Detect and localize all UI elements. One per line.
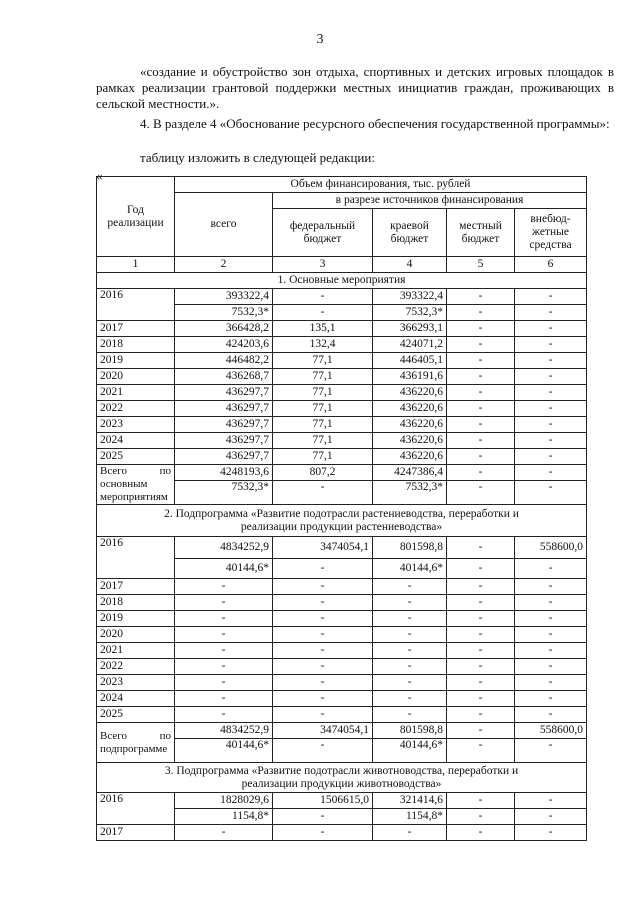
column-number: 3 [273,257,373,273]
table-row [97,537,587,559]
local-cell: - [447,659,515,675]
offbudget-cell: - [515,611,587,627]
table-row [97,433,587,449]
total-cell: - [175,659,273,675]
year-cell: 2019 [97,353,175,369]
local-cell: - [447,353,515,369]
offbudget-cell: 558600,0 [515,537,587,559]
federal-cell: 77,1 [273,369,373,385]
year-cell: 2019 [97,611,175,627]
total-cell: 4834252,9 [175,537,273,559]
federal-cell: - [273,825,373,841]
offbudget-cell: - [515,465,587,481]
regional-cell: - [373,627,447,643]
regional-cell: 436220,6 [373,433,447,449]
table-row [97,417,587,433]
local-cell: - [447,707,515,723]
federal-cell: 77,1 [273,401,373,417]
offbudget-cell: - [515,659,587,675]
federal-cell: 132,4 [273,337,373,353]
table-row [97,579,587,595]
table-column-numbers [97,257,587,273]
local-cell: - [447,643,515,659]
regional-cell: 436220,6 [373,385,447,401]
offbudget-cell: - [515,595,587,611]
header-volume: Объем финансирования, тыс. рублей [175,177,587,193]
local-cell: - [447,449,515,465]
total-cell: 40144,6* [175,559,273,579]
total-cell: 1828029,6 [175,793,273,809]
table-row [97,369,587,385]
total-cell: 4834252,9 [175,723,273,739]
year-cell: 2018 [97,595,175,611]
paragraph-instruction: таблицу изложить в следующей редакции: [140,150,375,165]
total-cell: 7532,3* [175,481,273,505]
total-cell: 436297,7 [175,385,273,401]
regional-cell: 436220,6 [373,401,447,417]
year-cell: 2020 [97,627,175,643]
local-cell: - [447,579,515,595]
local-cell: - [447,337,515,353]
regional-cell: 366293,1 [373,321,447,337]
offbudget-cell: - [515,449,587,465]
federal-cell: - [273,289,373,305]
total-cell: 40144,6* [175,739,273,763]
page-number: 3 [316,32,324,47]
local-cell: - [447,691,515,707]
table-row [97,449,587,465]
offbudget-cell: - [515,433,587,449]
table-row [97,337,587,353]
year-cell: 2017 [97,825,175,841]
table-row [97,675,587,691]
federal-cell: 135,1 [273,321,373,337]
year-cell: 2022 [97,401,175,417]
regional-cell: - [373,595,447,611]
local-cell: - [447,825,515,841]
regional-cell: - [373,825,447,841]
regional-cell: 321414,6 [373,793,447,809]
offbudget-cell: - [515,809,587,825]
local-cell: - [447,537,515,559]
year-cell: 2016 [97,289,175,321]
total-cell: 7532,3* [175,305,273,321]
local-cell: - [447,809,515,825]
table-row [97,353,587,369]
local-cell: - [447,465,515,481]
local-cell: - [447,481,515,505]
financing-table [96,176,587,841]
federal-cell: - [273,675,373,691]
table-row [97,595,587,611]
local-cell: - [447,417,515,433]
local-cell: - [447,385,515,401]
regional-cell: 436220,6 [373,417,447,433]
federal-cell: - [273,643,373,659]
regional-cell: 801598,8 [373,537,447,559]
federal-cell: - [273,627,373,643]
regional-cell: 424071,2 [373,337,447,353]
header-federal: федеральный бюджет [273,209,373,257]
local-cell: - [447,595,515,611]
regional-cell: 4247386,4 [373,465,447,481]
offbudget-cell: - [515,321,587,337]
total-cell: 424203,6 [175,337,273,353]
federal-cell: 3474054,1 [273,723,373,739]
local-cell: - [447,401,515,417]
table-row [97,627,587,643]
offbudget-cell: - [515,353,587,369]
total-cell: - [175,579,273,595]
local-cell: - [447,739,515,763]
federal-cell: 77,1 [273,417,373,433]
section-title-row [97,505,587,537]
section-title: 1. Основные мероприятия [97,273,587,289]
regional-cell: 436191,6 [373,369,447,385]
table-row [97,793,587,809]
offbudget-cell: - [515,825,587,841]
local-cell: - [447,559,515,579]
regional-cell: 446405,1 [373,353,447,369]
table-row [97,643,587,659]
offbudget-cell: 558600,0 [515,723,587,739]
total-cell: - [175,707,273,723]
federal-cell: - [273,579,373,595]
federal-cell: 77,1 [273,449,373,465]
total-cell: 4248193,6 [175,465,273,481]
table-row [97,659,587,675]
total-cell: - [175,627,273,643]
table-row [97,825,587,841]
offbudget-cell: - [515,559,587,579]
total-cell: 436297,7 [175,401,273,417]
section-title-row [97,763,587,793]
year-cell: 2023 [97,675,175,691]
regional-cell: 436220,6 [373,449,447,465]
section-title: 2. Подпрограмма «Развитие подотрасли растениеводства, переработки и реализации продукции растениеводства» [97,505,587,537]
column-number: 4 [373,257,447,273]
total-cell: - [175,595,273,611]
federal-cell: 77,1 [273,385,373,401]
header-offbudget: внебюд-жетные средства [515,209,587,257]
regional-cell: 7532,3* [373,305,447,321]
year-cell: 2016 [97,537,175,579]
offbudget-cell: - [515,401,587,417]
year-cell: 2020 [97,369,175,385]
offbudget-cell: - [515,337,587,353]
offbudget-cell: - [515,481,587,505]
regional-cell: 7532,3* [373,481,447,505]
column-number: 1 [97,257,175,273]
total-label: Всего по основным мероприятиям [97,465,175,505]
year-cell: 2017 [97,579,175,595]
offbudget-cell: - [515,707,587,723]
offbudget-cell: - [515,643,587,659]
federal-cell: - [273,305,373,321]
regional-cell: - [373,691,447,707]
table-row [97,691,587,707]
total-cell: - [175,825,273,841]
local-cell: - [447,675,515,691]
local-cell: - [447,369,515,385]
offbudget-cell: - [515,385,587,401]
offbudget-cell: - [515,417,587,433]
year-cell: 2025 [97,707,175,723]
total-label: Всего по подпрограмме [97,723,175,763]
opening-quote-mark: « [96,168,103,183]
header-local: местный бюджет [447,209,515,257]
table-row [97,321,587,337]
year-cell: 2017 [97,321,175,337]
offbudget-cell: - [515,793,587,809]
regional-cell: 1154,8* [373,809,447,825]
column-number: 6 [515,257,587,273]
year-cell: 2018 [97,337,175,353]
federal-cell: 77,1 [273,433,373,449]
federal-cell: 77,1 [273,353,373,369]
offbudget-cell: - [515,289,587,305]
table-row [97,707,587,723]
federal-cell: - [273,611,373,627]
total-cell: - [175,691,273,707]
regional-cell: 40144,6* [373,559,447,579]
header-year: Год реализации [97,177,175,257]
federal-cell: - [273,809,373,825]
federal-cell: 807,2 [273,465,373,481]
regional-cell: - [373,643,447,659]
regional-cell: 40144,6* [373,739,447,763]
total-cell: 436297,7 [175,417,273,433]
local-cell: - [447,627,515,643]
total-cell: 436268,7 [175,369,273,385]
year-cell: 2024 [97,691,175,707]
offbudget-cell: - [515,579,587,595]
total-cell: 446482,2 [175,353,273,369]
local-cell: - [447,289,515,305]
table-header-row [97,177,587,193]
total-cell: 366428,2 [175,321,273,337]
federal-cell: - [273,595,373,611]
local-cell: - [447,305,515,321]
local-cell: - [447,433,515,449]
paragraph-amendment: 4. В разделе 4 «Обоснование ресурсного обеспечения государственной программы»: [140,116,610,131]
table-row [97,611,587,627]
section-title-row [97,273,587,289]
total-cell: 393322,4 [175,289,273,305]
year-cell: 2021 [97,643,175,659]
total-cell: 436297,7 [175,433,273,449]
table-total-row [97,465,587,481]
offbudget-cell: - [515,739,587,763]
regional-cell: - [373,611,447,627]
offbudget-cell: - [515,691,587,707]
offbudget-cell: - [515,305,587,321]
federal-cell: - [273,739,373,763]
regional-cell: - [373,579,447,595]
regional-cell: - [373,675,447,691]
federal-cell: - [273,481,373,505]
local-cell: - [447,611,515,627]
year-cell: 2021 [97,385,175,401]
federal-cell: 1506615,0 [273,793,373,809]
section-title: 3. Подпрограмма «Развитие подотрасли животноводства, переработки и реализации продукции животноводства» [97,763,587,793]
table-row [97,289,587,305]
column-number: 2 [175,257,273,273]
local-cell: - [447,321,515,337]
header-regional: краевой бюджет [373,209,447,257]
local-cell: - [447,793,515,809]
regional-cell: 801598,8 [373,723,447,739]
total-cell: 1154,8* [175,809,273,825]
year-cell: 2025 [97,449,175,465]
total-cell: - [175,675,273,691]
federal-cell: 3474054,1 [273,537,373,559]
local-cell: - [447,723,515,739]
header-by-source: в разрезе источников финансирования [273,193,587,209]
column-number: 5 [447,257,515,273]
total-cell: - [175,611,273,627]
year-cell: 2024 [97,433,175,449]
table-total-row [97,723,587,739]
total-cell: - [175,643,273,659]
federal-cell: - [273,659,373,675]
federal-cell: - [273,559,373,579]
regional-cell: - [373,659,447,675]
year-cell: 2016 [97,793,175,825]
year-cell: 2023 [97,417,175,433]
total-cell: 436297,7 [175,449,273,465]
table-row [97,401,587,417]
year-cell: 2022 [97,659,175,675]
regional-cell: 393322,4 [373,289,447,305]
federal-cell: - [273,691,373,707]
header-total: всего [175,193,273,257]
table-row [97,385,587,401]
regional-cell: - [373,707,447,723]
offbudget-cell: - [515,627,587,643]
offbudget-cell: - [515,675,587,691]
federal-cell: - [273,707,373,723]
offbudget-cell: - [515,369,587,385]
paragraph-quote: «создание и обустройство зон отдыха, спортивных и детских игровых площадок в рамках реализации грантовой поддержки местных инициатив граждан, проживающих в сельской местности.». [96,64,614,111]
